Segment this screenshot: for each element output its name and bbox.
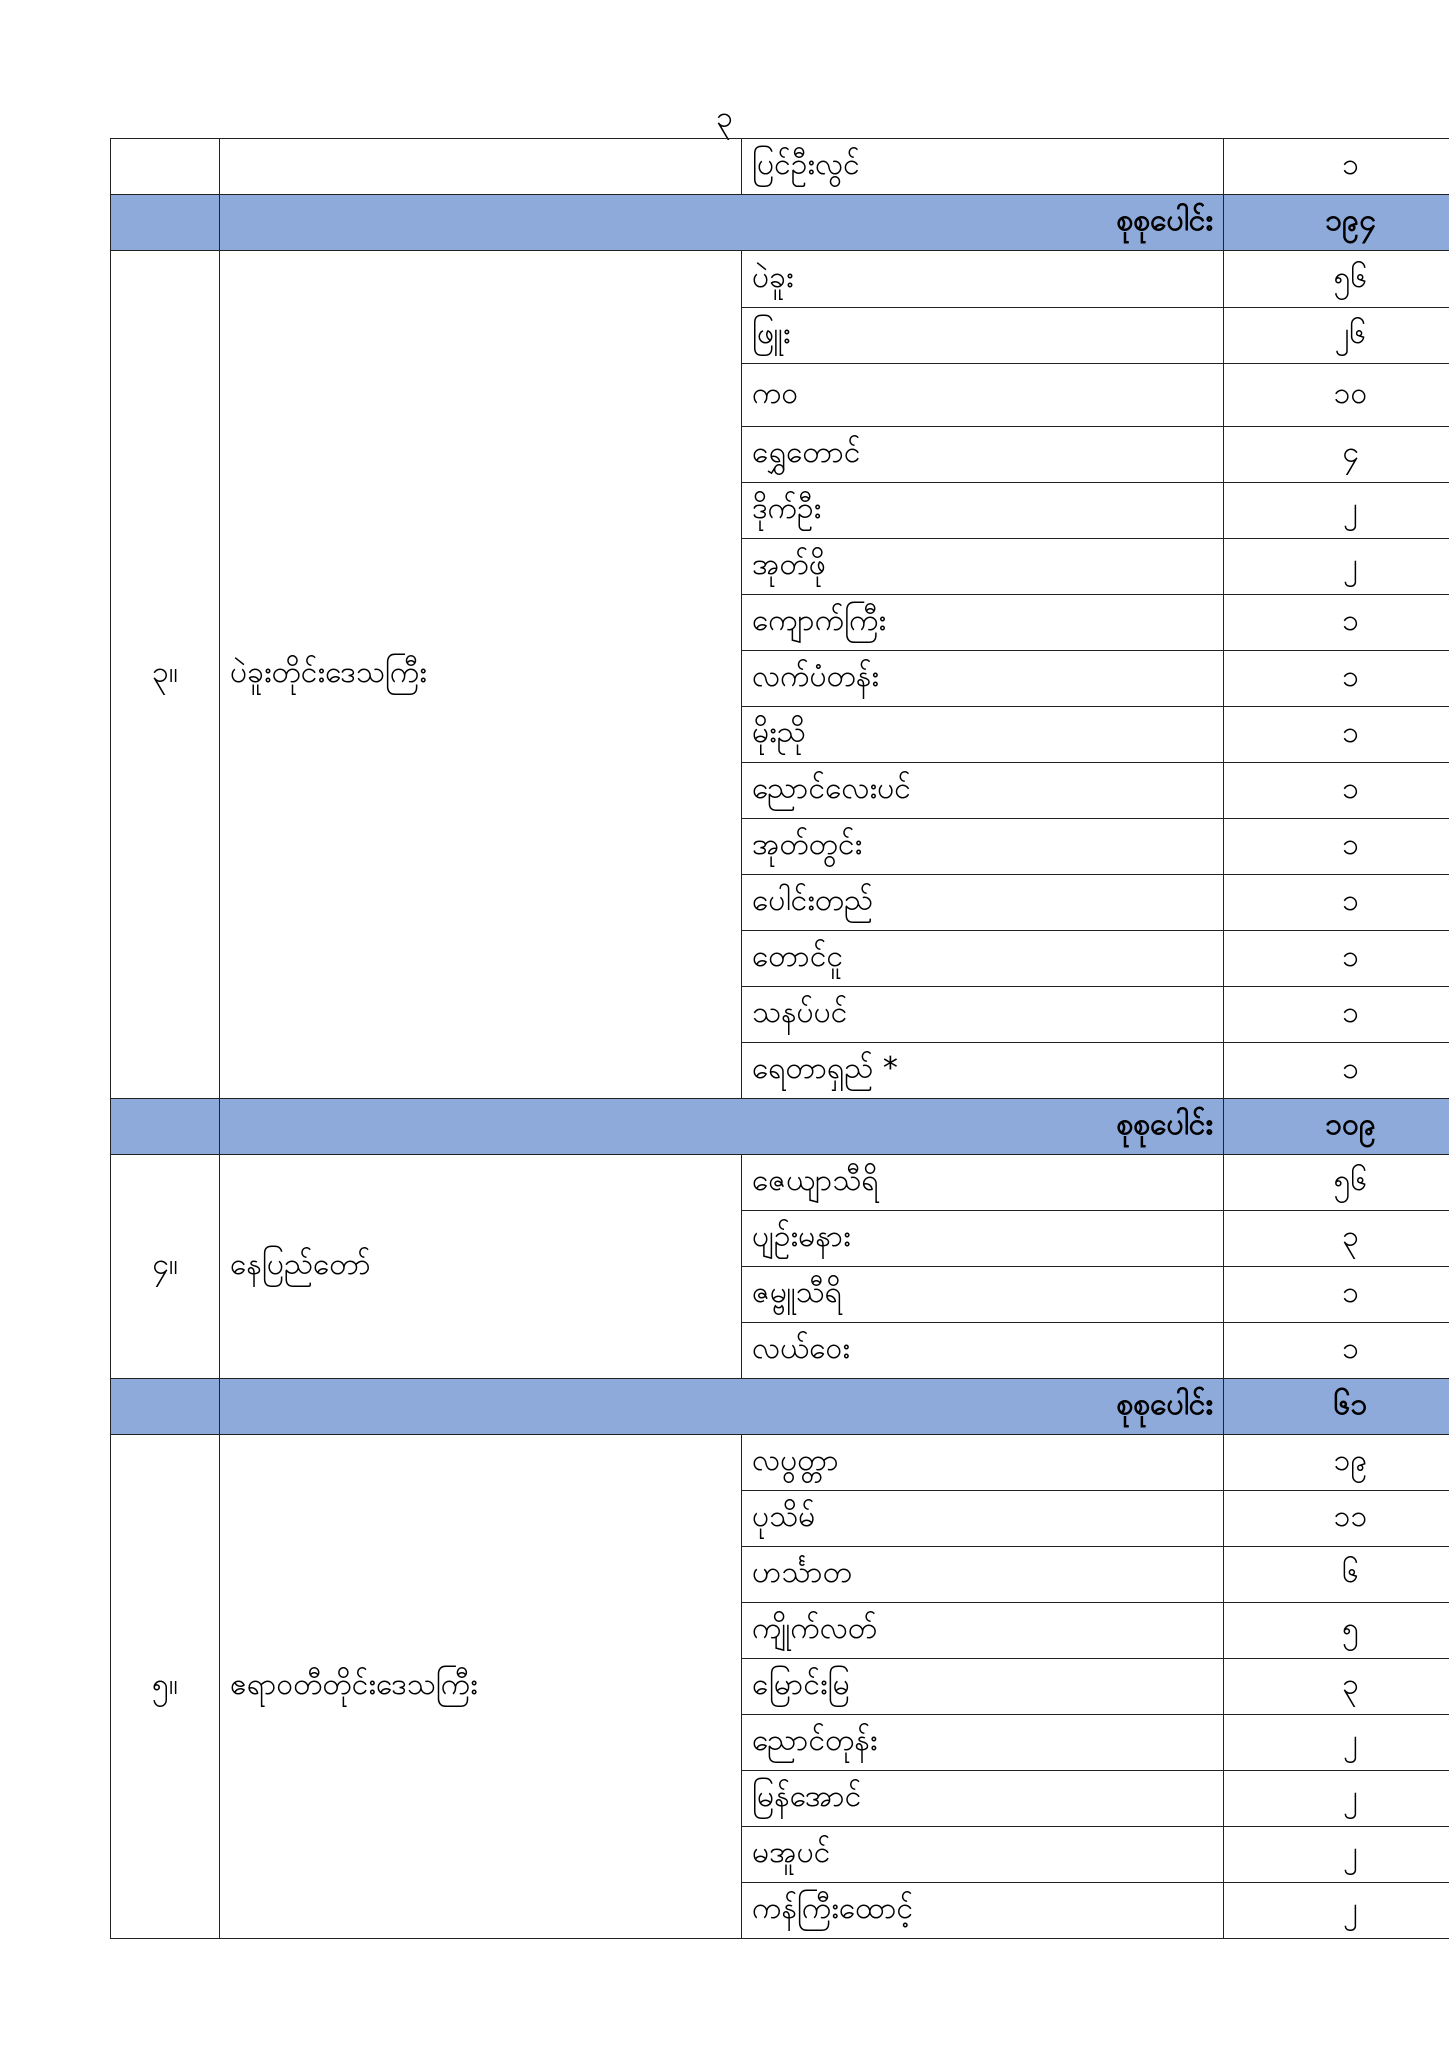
table-row bbox=[111, 139, 1449, 195]
count-cell: ၁ bbox=[1224, 707, 1449, 763]
count-cell: ၂ bbox=[1224, 1771, 1449, 1827]
count-cell: ၁ bbox=[1224, 595, 1449, 651]
count-cell: ၁ bbox=[1224, 875, 1449, 931]
count-cell: ၁ bbox=[1224, 1043, 1449, 1099]
count-cell: ၃ bbox=[1224, 1211, 1449, 1267]
count-cell: ၂ bbox=[1224, 1883, 1449, 1939]
count-cell: ၂ bbox=[1224, 1827, 1449, 1883]
township-cell: အုတ်တွင်း bbox=[742, 819, 1224, 875]
township-cell: ပေါင်းတည် bbox=[742, 875, 1224, 931]
count-cell: ၂ bbox=[1224, 1715, 1449, 1771]
count-cell: ၃ bbox=[1224, 1659, 1449, 1715]
township-cell: ပျဉ်းမနား bbox=[742, 1211, 1224, 1267]
township-cell: ဖြူး bbox=[742, 308, 1224, 364]
section-number-cell bbox=[111, 139, 220, 195]
township-cell: ဇမ္ဗူသီရိ bbox=[742, 1267, 1224, 1323]
township-cell: ကန်ကြီးထောင့် bbox=[742, 1883, 1224, 1939]
township-cell: ကျိုက်လတ် bbox=[742, 1603, 1224, 1659]
count-cell: ၂ bbox=[1224, 539, 1449, 595]
total-value-cell: ၁၉၄ bbox=[1224, 195, 1449, 251]
township-cell: မြန်အောင် bbox=[742, 1771, 1224, 1827]
township-cell: မိုးညို bbox=[742, 707, 1224, 763]
count-cell: ၁ bbox=[1224, 987, 1449, 1043]
count-cell: ၁ bbox=[1224, 1323, 1449, 1379]
count-cell: ၁ bbox=[1224, 931, 1449, 987]
township-cell: တောင်ငူ bbox=[742, 931, 1224, 987]
count-cell: ၅၆ bbox=[1224, 251, 1449, 308]
township-cell: လက်ပံတန်း bbox=[742, 651, 1224, 707]
count-cell: ၄ bbox=[1224, 427, 1449, 483]
township-cell: ရွှေတောင် bbox=[742, 427, 1224, 483]
total-label-cell: စုစုပေါင်း bbox=[220, 1099, 1224, 1155]
township-cell: မြောင်းမြ bbox=[742, 1659, 1224, 1715]
count-cell: ၁ bbox=[1224, 763, 1449, 819]
section-number-cell: ၃။ bbox=[111, 251, 220, 1099]
township-cell: ဇေယျာသီရိ bbox=[742, 1155, 1224, 1211]
section-number-cell: ၄။ bbox=[111, 1155, 220, 1379]
total-row bbox=[111, 1099, 1449, 1155]
township-cell: ပုသိမ် bbox=[742, 1491, 1224, 1547]
table-row bbox=[111, 1155, 1449, 1211]
total-row bbox=[111, 195, 1449, 251]
table-row bbox=[111, 251, 1449, 308]
total-value-cell: ၁၀၉ bbox=[1224, 1099, 1449, 1155]
total-row bbox=[111, 1379, 1449, 1435]
township-cell: ဟင်္သာတ bbox=[742, 1547, 1224, 1603]
total-blank-cell bbox=[111, 1099, 220, 1155]
township-cell: ညောင်လေးပင် bbox=[742, 763, 1224, 819]
count-cell: ၁ bbox=[1224, 1267, 1449, 1323]
township-cell: လယ်ဝေး bbox=[742, 1323, 1224, 1379]
count-cell: ၂၆ bbox=[1224, 308, 1449, 364]
count-cell: ၁၀ bbox=[1224, 364, 1449, 427]
count-cell: ၁ bbox=[1224, 651, 1449, 707]
region-name-cell: ဧရာဝတီတိုင်းဒေသကြီး bbox=[220, 1435, 742, 1939]
count-cell: ၁၉ bbox=[1224, 1435, 1449, 1491]
count-cell: ၁၁ bbox=[1224, 1491, 1449, 1547]
township-cell: ဒိုက်ဦး bbox=[742, 483, 1224, 539]
count-cell: ၁ bbox=[1224, 139, 1449, 195]
section-number-cell: ၅။ bbox=[111, 1435, 220, 1939]
count-cell: ၁ bbox=[1224, 819, 1449, 875]
count-cell: ၂ bbox=[1224, 483, 1449, 539]
township-cell: ညောင်တုန်း bbox=[742, 1715, 1224, 1771]
page-number: ၃ bbox=[716, 100, 733, 135]
count-cell: ၅ bbox=[1224, 1603, 1449, 1659]
township-cell: မအူပင် bbox=[742, 1827, 1224, 1883]
total-label-cell: စုစုပေါင်း bbox=[220, 195, 1224, 251]
count-cell: ၅၆ bbox=[1224, 1155, 1449, 1211]
region-name-cell: ပဲခူးတိုင်းဒေသကြီး bbox=[220, 251, 742, 1099]
township-cell: ရေတာရှည် * bbox=[742, 1043, 1224, 1099]
township-cell: သနပ်ပင် bbox=[742, 987, 1224, 1043]
township-cell: ကျောက်ကြီး bbox=[742, 595, 1224, 651]
township-cell: လပွတ္တာ bbox=[742, 1435, 1224, 1491]
table-body bbox=[111, 139, 1449, 1939]
count-cell: ၆ bbox=[1224, 1547, 1449, 1603]
township-cell: ပြင်ဦးလွင် bbox=[742, 139, 1224, 195]
total-blank-cell bbox=[111, 195, 220, 251]
total-label-cell: စုစုပေါင်း bbox=[220, 1379, 1224, 1435]
total-value-cell: ၆၁ bbox=[1224, 1379, 1449, 1435]
region-name-cell bbox=[220, 139, 742, 195]
report-table bbox=[110, 138, 1449, 1939]
region-name-cell: နေပြည်တော် bbox=[220, 1155, 742, 1379]
township-cell: ကဝ bbox=[742, 364, 1224, 427]
total-blank-cell bbox=[111, 1379, 220, 1435]
table-row bbox=[111, 1435, 1449, 1491]
township-cell: အုတ်ဖို bbox=[742, 539, 1224, 595]
township-cell: ပဲခူး bbox=[742, 251, 1224, 308]
